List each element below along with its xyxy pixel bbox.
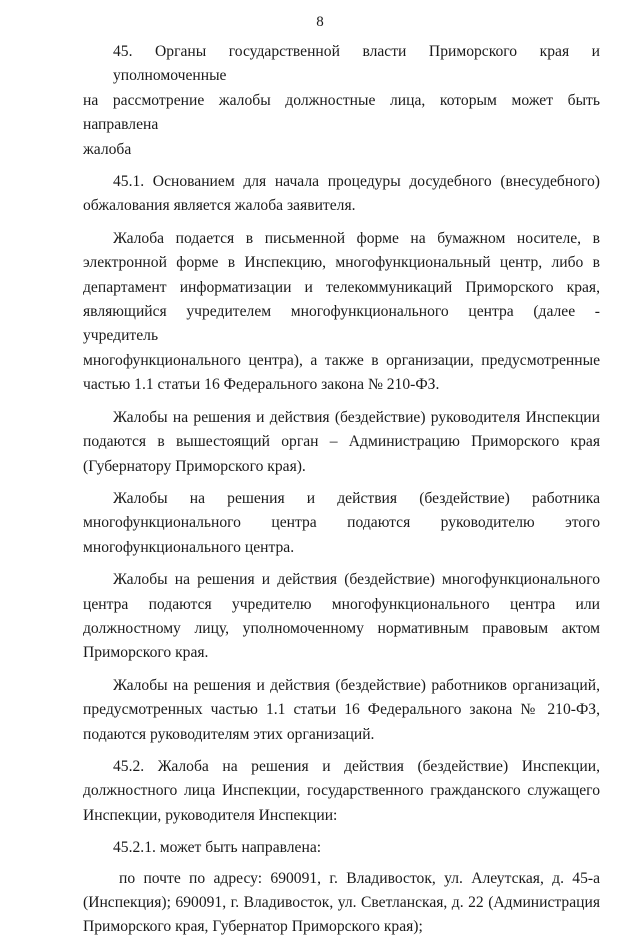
text-line: 45.2.1. может быть направлена: bbox=[113, 839, 322, 857]
text-line: электронной форме в Инспекцию, многофункциональный центр, либо в bbox=[83, 254, 600, 272]
paragraph-45-2 bbox=[83, 755, 600, 828]
paragraph-by-mail bbox=[83, 867, 600, 940]
text-line: подаются в вышестоящий орган – Администрацию Приморского края bbox=[83, 433, 600, 451]
paragraph-complaint-form bbox=[83, 227, 600, 398]
text-line: должностному лицу, уполномоченному нормативным правовым актом bbox=[83, 619, 600, 637]
text-line: департамент информатизации и телекоммуникаций Приморского края, bbox=[83, 278, 600, 296]
text-line: Инспекции, руководителя Инспекции: bbox=[83, 806, 338, 824]
text-line: предусмотренных частью 1.1 статьи 16 Федерального закона № 210-ФЗ, bbox=[83, 701, 600, 719]
text-line: многофункционального центра подаются руководителю этого bbox=[83, 514, 600, 532]
text-line: Жалоба подается в письменной форме на бумажном носителе, в bbox=[113, 229, 600, 247]
text-line: обжалования является жалоба заявителя. bbox=[83, 197, 356, 215]
text-line: на рассмотрение жалобы должностные лица, которым может быть направлена bbox=[83, 91, 600, 134]
paragraph-45-1 bbox=[83, 170, 600, 219]
page-number: 8 bbox=[316, 14, 324, 30]
text-line: многофункционального центра. bbox=[83, 538, 295, 556]
text-line: (Губернатору Приморского края). bbox=[83, 457, 306, 475]
text-line: Приморского края, Губернатор Приморского края); bbox=[83, 918, 423, 936]
text-line: частью 1.1 статьи 16 Федерального закона № 210-ФЗ. bbox=[83, 376, 440, 394]
text-line: 45.1. Основанием для начала процедуры досудебного (внесудебного) bbox=[113, 173, 600, 191]
text-line: Жалобы на решения и действия (бездействие) работника bbox=[113, 489, 600, 507]
document-body bbox=[83, 40, 600, 940]
text-line: подаются руководителям этих организаций. bbox=[83, 725, 375, 743]
text-line: центра подаются учредителю многофункционального центра или bbox=[83, 595, 600, 613]
text-line: являющийся учредителем многофункционального центра (далее - учредитель bbox=[83, 303, 600, 345]
text-line: (Инспекция); 690091, г. Владивосток, ул. Светланская, д. 22 (Администрация bbox=[83, 894, 600, 911]
paragraph-45-2-1 bbox=[83, 836, 600, 860]
text-line: 45. Органы государственной власти Приморского края и уполномоченные bbox=[113, 43, 600, 85]
text-line: Жалобы на решения и действия (бездействие) многофункционального bbox=[113, 571, 600, 589]
text-line: Жалобы на решения и действия (бездействие) руководителя Инспекции bbox=[113, 408, 600, 426]
text-line: жалоба bbox=[83, 140, 132, 158]
paragraph-mfc-employee bbox=[83, 487, 600, 560]
text-line: Приморского края. bbox=[83, 644, 209, 662]
text-line: многофункционального центра), а также в организации, предусмотренные bbox=[83, 351, 600, 369]
paragraph-mfc bbox=[83, 568, 600, 666]
text-line: должностного лица Инспекции, государственного гражданского служащего bbox=[83, 782, 600, 800]
paragraph-head-inspection bbox=[83, 406, 600, 479]
paragraph-organizations bbox=[83, 674, 600, 747]
text-line: по почте по адресу: 690091, г. Владивосток, ул. Алеутская, д. 45-а bbox=[119, 869, 600, 887]
paragraph-45 bbox=[83, 40, 600, 162]
text-line: Жалобы на решения и действия (бездействие) работников организаций, bbox=[113, 676, 600, 694]
text-line: 45.2. Жалоба на решения и действия (бездействие) Инспекции, bbox=[113, 757, 600, 775]
